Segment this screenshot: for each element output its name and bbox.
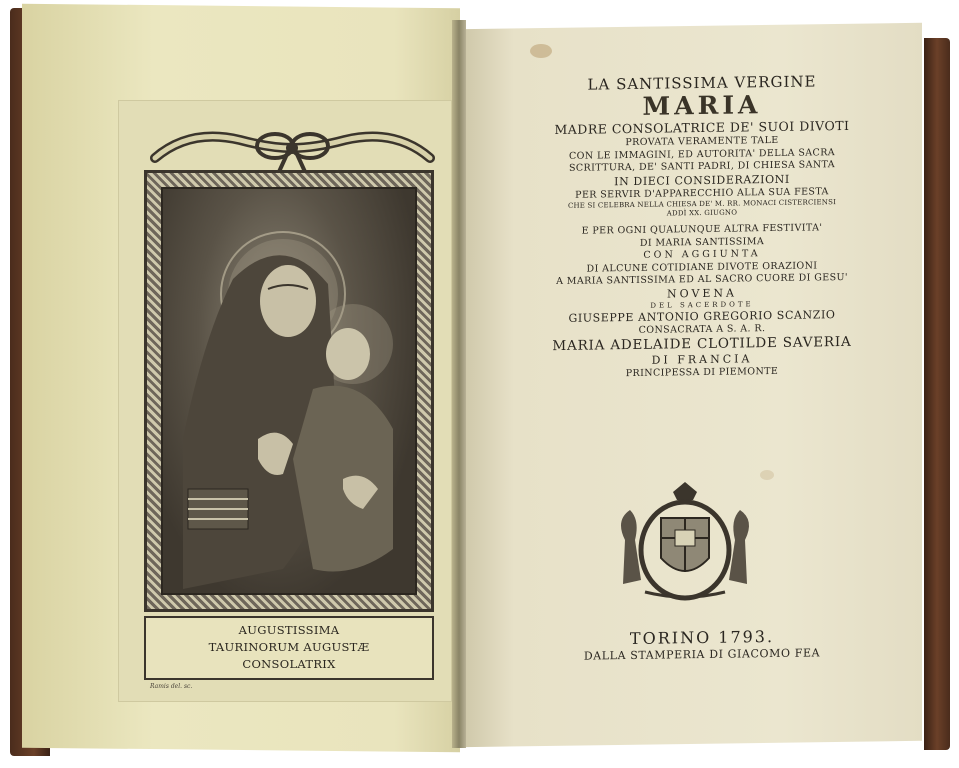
caption-line: CONSOLATRIX <box>242 657 336 671</box>
author-line: GIUSEPPE ANTONIO GREGORIO SCANZIO <box>568 307 836 325</box>
text-line: ADDÌ XX. GIUGNO <box>666 208 738 218</box>
text-line: PER SERVIR D'APPARECCHIO ALLA SUA FESTA <box>575 185 829 201</box>
text-line: CON LE IMMAGINI, ED AUTORITA' DELLA SACRA <box>568 146 836 162</box>
text-line: CHE SI CELEBRA NELLA CHIESA DE' M. RR. MONACI CISTERCIENSI <box>567 198 837 210</box>
engraver-signature: Ramis del. sc. <box>150 683 193 690</box>
text-line: SCRITTURA, DE' SANTI PADRI, DI CHIESA SANTA <box>568 159 836 174</box>
text-line: NOVENA <box>667 286 737 300</box>
text-line: DI ALCUNE COTIDIANE DIVOTE ORAZIONI <box>586 259 818 275</box>
book-gutter <box>452 20 466 748</box>
title-page-text <box>492 71 912 382</box>
caption-line: AUGUSTISSIMA <box>238 623 340 637</box>
imprint <box>492 625 912 665</box>
subtitle-line: MADRE CONSOLATRICE DE' SUOI DIVOTI <box>554 117 850 138</box>
royal-coat-of-arms-icon <box>605 480 765 604</box>
frontispiece-caption <box>144 616 434 680</box>
text-line: CON AGGIUNTA <box>643 248 761 261</box>
paper-stain <box>760 470 774 480</box>
text-line: DI FRANCIA <box>651 352 753 367</box>
ribbon-bow-ornament <box>150 118 435 178</box>
leather-cover-right <box>924 38 950 750</box>
madonna-and-child-engraving <box>161 187 417 595</box>
paper-stain <box>530 44 552 58</box>
madonna-and-child-image <box>163 189 417 595</box>
text-line: E PER OGNI QUALUNQUE ALTRA FESTIVITA' <box>581 222 823 237</box>
title-line: LA SANTISSIMA VERGINE <box>587 72 817 94</box>
caption-line: TAURINORUM AUGUSTÆ <box>208 640 370 654</box>
title-main: MARIA <box>642 90 762 121</box>
text-line: PRINCIPESSA DI PIEMONTE <box>625 365 779 380</box>
text-line: IN DIECI CONSIDERAZIONI <box>614 172 790 188</box>
dedicatee-line: MARIA ADELAIDE CLOTILDE SAVERIA <box>552 333 852 355</box>
text-line: CONSACRATA A S. A. R. <box>638 322 766 336</box>
engraving-frame <box>144 170 434 612</box>
text-line: PROVATA VERAMENTE TALE <box>625 134 779 149</box>
text-line: DI MARIA SANTISSIMA <box>639 235 765 249</box>
place-and-date: TORINO 1793. <box>629 626 775 649</box>
text-line: A MARIA SANTISSIMA ED AL SACRO CUORE DI GESU' <box>556 271 848 288</box>
text-line: DEL SACERDOTE <box>650 299 754 310</box>
printer-line: DALLA STAMPERIA DI GIACOMO FEA <box>583 646 821 663</box>
